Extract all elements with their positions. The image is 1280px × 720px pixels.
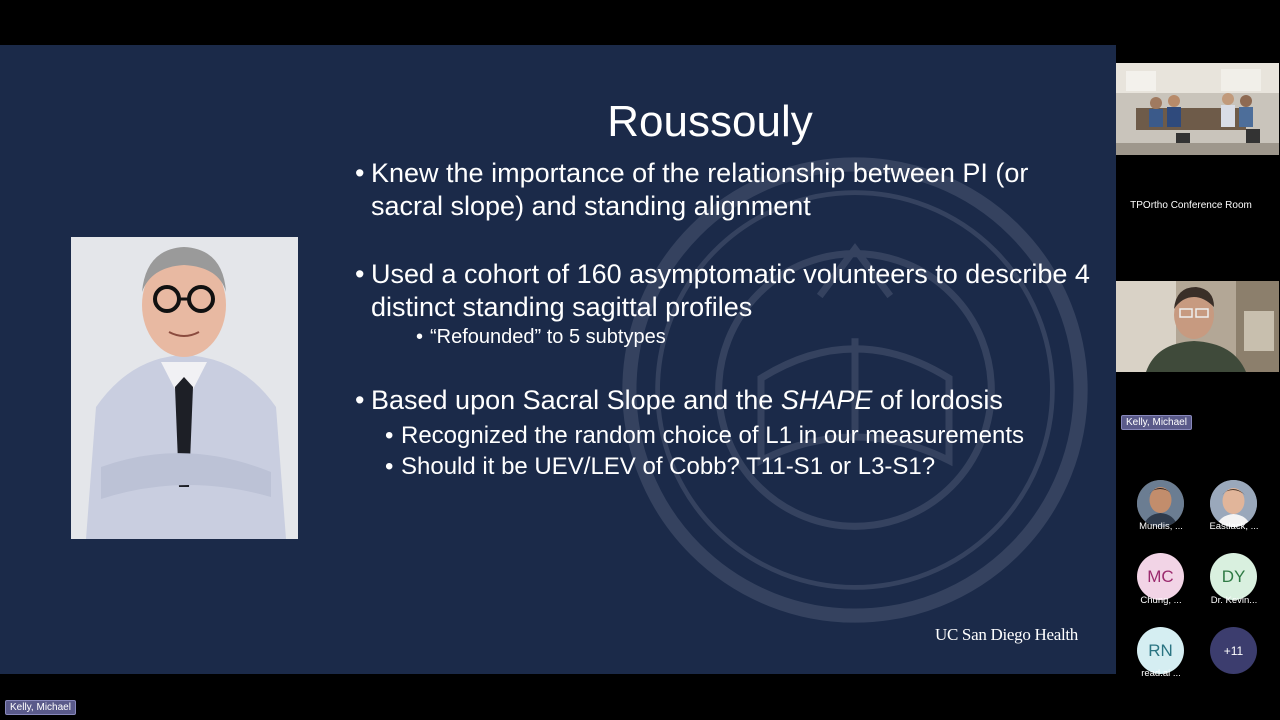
presenter-name-tag: Kelly, Michael — [5, 700, 76, 715]
participant-avatar[interactable] — [1210, 480, 1257, 527]
room-tile-label: TPOrtho Conference Room — [1130, 200, 1252, 211]
slide-bullet-list — [355, 157, 1095, 481]
participant-name: Mundis, ... — [1139, 521, 1183, 532]
more-participants-button[interactable]: +11 — [1210, 627, 1257, 674]
participant-name: read.ai ... — [1141, 668, 1181, 679]
participant-avatar[interactable]: RN — [1137, 627, 1184, 674]
bullet-item — [355, 384, 1095, 417]
sub-bullet-item: • “Refounded” to 5 subtypes — [416, 324, 1095, 350]
speaker-name-tag: Kelly, Michael — [1121, 415, 1192, 430]
participant-name: Chung, ... — [1140, 595, 1182, 606]
bullet-text: Based upon Sacral Slope and the — [371, 385, 781, 415]
bullet-text: of lordosis — [872, 385, 1003, 415]
speaker-video-tile[interactable] — [1116, 281, 1279, 372]
sub-bullet-item: • Should it be UEV/LEV of Cobb? T11-S1 or L3-S1? — [385, 452, 1095, 481]
presenter-portrait-image — [71, 237, 298, 539]
shared-slide — [0, 45, 1116, 674]
slide-title: Roussouly — [607, 97, 813, 146]
bullet-item: • Knew the importance of the relationship between PI (or sacral slope) and standing alignment — [355, 157, 1095, 223]
participant-name: Dr. Kevin... — [1210, 595, 1258, 606]
participant-name: Eastlack, ... — [1209, 521, 1259, 532]
bullet-item: • Used a cohort of 160 asymptomatic volunteers to describe 4 distinct standing sagittal profiles — [355, 258, 1095, 324]
participant-avatar[interactable] — [1137, 480, 1184, 527]
participant-avatar[interactable]: MC — [1137, 553, 1184, 600]
room-video-tile[interactable] — [1116, 63, 1279, 155]
sub-bullet-item: • Recognized the random choice of L1 in our measurements — [385, 421, 1095, 450]
bullet-emphasis: SHAPE — [780, 385, 873, 415]
institution-logo: UC San Diego Health — [934, 625, 1078, 644]
participant-avatar[interactable]: DY — [1210, 553, 1257, 600]
